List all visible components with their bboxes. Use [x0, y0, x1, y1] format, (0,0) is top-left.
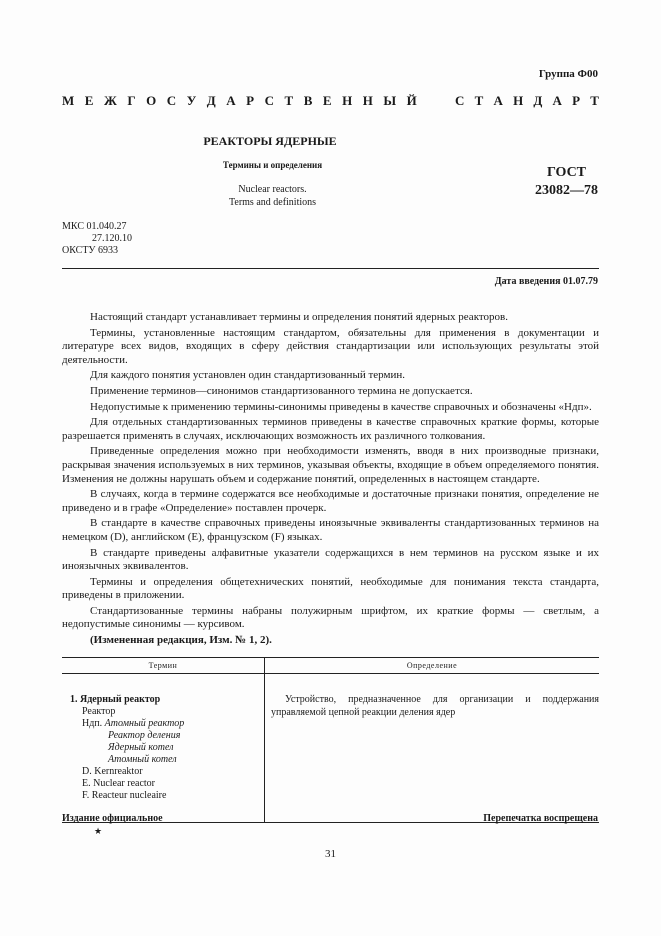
- standard-banner: [62, 93, 599, 109]
- banner-letter: С: [455, 93, 465, 108]
- banner-letter: Ж: [103, 93, 117, 108]
- banner-letter: Т: [474, 93, 484, 108]
- ndp-synonym: Атомный котел: [108, 754, 177, 765]
- paragraph: Приведенные определения можно при необходимости изменять, вводя в них производные признаки, раскрывая значения используемых в них терминов, указывая объекты, входящие в объем определяемого понятия. Изменения не должны нарушать объем и содержание понятий, определенных в настоящем стандарте.: [62, 445, 599, 485]
- intro-text: [62, 311, 599, 650]
- banner-letter: Н: [513, 93, 524, 108]
- reprint-notice: Перепечатка воспрещена: [483, 813, 598, 824]
- banner-letter: У: [186, 93, 197, 108]
- banner-letter: Р: [572, 93, 581, 108]
- column-header-definition: Определение: [265, 658, 600, 674]
- ndp-synonym: Атомный реактор: [104, 718, 185, 729]
- banner-letter: Н: [362, 93, 373, 108]
- banner-letter: А: [226, 93, 236, 108]
- effective-date: Дата введения 01.07.79: [494, 276, 598, 287]
- equivalent-de: D. Kernreaktor: [82, 766, 143, 777]
- term-short: Реактор: [82, 706, 116, 717]
- header-divider: [62, 268, 599, 269]
- paragraph: Для каждого понятия установлен один стандартизованный термин.: [90, 369, 405, 382]
- document-subtitle: Термины и определения: [222, 160, 323, 170]
- document-title: РЕАКТОРЫ ЯДЕРНЫЕ: [203, 134, 337, 148]
- gost-code: 23082—78: [535, 183, 598, 198]
- english-title: [0, 183, 545, 209]
- paragraph: В стандарте в качестве справочных приведены иноязычные эквиваленты стандартизованных терминов на немецком (D), английском (Е), французском (F) языках.: [62, 517, 599, 543]
- amendment-note: (Измененная редакция, Изм. № 1, 2).: [90, 634, 272, 647]
- banner-letter: Т: [284, 93, 294, 108]
- paragraph: В случаях, когда в термине содержатся все необходимые и достаточные признаки понятия, определение не приведено и в графе «Определение» поставлен прочерк.: [62, 488, 599, 514]
- paragraph: Применение терминов—синонимов стандартизованного термина не допускается.: [90, 384, 473, 397]
- banner-letter: М: [62, 93, 75, 108]
- banner-letter: Й: [406, 93, 417, 108]
- english-title-line2: Terms and definitions: [228, 197, 317, 208]
- mks-code-2: 27.120.10: [92, 233, 132, 244]
- banner-left-word: [62, 93, 417, 109]
- banner-letter: О: [146, 93, 157, 108]
- banner-letter: Ы: [383, 93, 397, 108]
- banner-letter: Г: [127, 93, 136, 108]
- okstu-code: ОКСТУ 6933: [62, 245, 119, 256]
- terms-table: [62, 657, 599, 823]
- paragraph: Для отдельных стандартизованных терминов приведены в качестве справочных краткие формы, которые разрешается применять в случаях, исключающих возможность их различного толкования.: [62, 416, 599, 442]
- banner-right-word: [455, 93, 599, 109]
- definition-cell: Устройство, предназначенное для организации и поддержания управляемой цепной реакции деления ядер: [271, 694, 599, 718]
- paragraph: Настоящий стандарт устанавливает термины и определения понятий ядерных реакторов.: [90, 311, 508, 323]
- banner-letter: Д: [206, 93, 216, 108]
- banner-letter: Е: [322, 93, 332, 108]
- paragraph: Термины, установленные настоящим стандартом, обязательны для применения в документации и литературе всех видов, входящих в сферу действия стандартизации или использующих результаты этой деятельности.: [62, 326, 599, 366]
- equivalent-en: E. Nuclear reactor: [82, 778, 156, 789]
- group-code: Группа Ф00: [538, 68, 598, 80]
- column-header-term: Термин: [62, 658, 265, 674]
- paragraph: Стандартизованные термины набраны полужирным шрифтом, их краткие формы — светлым, а недопустимые синонимы — курсивом.: [62, 604, 599, 631]
- mks-code-1: МКС 01.040.27: [62, 221, 127, 232]
- banner-letter: А: [552, 93, 562, 108]
- banner-letter: Е: [84, 93, 94, 108]
- banner-letter: С: [166, 93, 177, 108]
- gost-label: ГОСТ: [546, 165, 587, 180]
- ndp-synonym: Реактор деления: [108, 730, 181, 741]
- official-edition: Издание официальное: [62, 813, 163, 824]
- page-number: 31: [325, 848, 336, 860]
- banner-letter: Р: [246, 93, 255, 108]
- banner-letter: Д: [533, 93, 543, 108]
- paragraph: Термины и определения общетехнических понятий, необходимые для понимания текста стандарта, приведены в приложении.: [62, 575, 599, 602]
- ndp-synonym: Ядерный котел: [108, 742, 174, 753]
- banner-letter: А: [493, 93, 503, 108]
- banner-letter: Т: [590, 93, 599, 108]
- gost-number: [535, 164, 598, 200]
- banner-letter: В: [303, 93, 313, 108]
- english-title-line1: Nuclear reactors.: [238, 184, 307, 195]
- term-ndp: [70, 718, 264, 730]
- equivalent-fr: F. Reacteur nucleaire: [82, 790, 167, 801]
- paragraph: Недопустимые к применению термины-синонимы приведены в качестве справочных и обозначены «Ндп».: [90, 400, 592, 413]
- classification-codes: [62, 221, 132, 257]
- term-main: 1. Ядерный реактор: [70, 694, 161, 705]
- ndp-prefix: Ндп.: [82, 718, 103, 729]
- paragraph: В стандарте приведены алфавитные указатели содержащихся в нем терминов на русском языке и их иноязычных эквивалентов.: [62, 546, 599, 573]
- term-cell: [62, 674, 265, 823]
- banner-letter: Н: [342, 93, 353, 108]
- table-row: [62, 674, 599, 823]
- banner-letter: С: [264, 93, 274, 108]
- star-icon: ★: [94, 826, 103, 836]
